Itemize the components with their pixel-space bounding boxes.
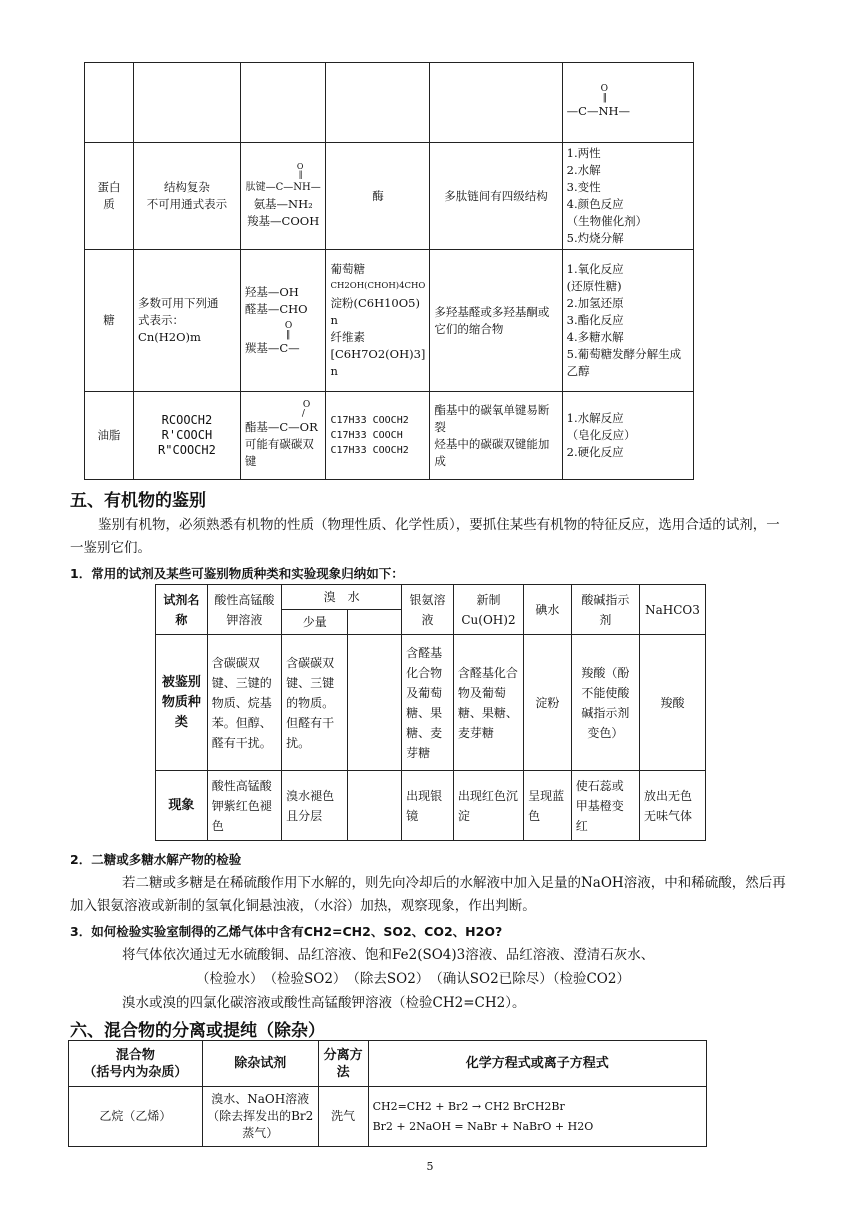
functional-groups: O ‖ 肽键—C—NH— 氨基—NH₂ 羧基—COOH xyxy=(240,143,326,250)
subsection-heading: 3．如何检验实验室制得的乙烯气体中含有CH2=CH2、SO2、CO2、H2O? xyxy=(70,924,503,939)
paragraph: 溴水或溴的四氯化碳溶液或酸性高锰酸钾溶液（检验CH2=CH2）。 xyxy=(122,995,526,1011)
section-intro: 鉴别有机物，必须熟悉有机物的性质（物理性质、化学性质），要抓住某些有机物的特征反应，选用合适的试剂，一一鉴别它们。 xyxy=(70,517,780,556)
table-header-row: 少量 xyxy=(156,610,706,635)
paragraph: 若二糖或多糖是在稀硫酸作用下水解的，则先向冷却后的水解液中加入足量的NaOH溶液，中和稀硫酸，然后再加入银氨溶液或新制的氢氧化铜悬浊液，（水浴）加热，观察现象，作出判断。 xyxy=(70,875,786,914)
table-row xyxy=(85,63,694,143)
page-number: 5 xyxy=(426,1160,434,1173)
table-row: 现象 酸性高锰酸钾紫红色褪色 溴水褪色且分层 出现银镜 出现红色沉淀 呈现蓝色 使石蕊或甲基橙变红 放出无色无味气体 xyxy=(156,771,706,841)
section-heading: 五、有机物的鉴别 xyxy=(70,491,206,511)
amide-group-structure: O ‖ —C—NH— xyxy=(562,63,693,143)
subsection-heading: 1．常用的试剂及某些可鉴别物质种类和实验现象归纳如下： xyxy=(70,566,404,581)
general-formula: 结构复杂 不可用通式表示 xyxy=(134,143,241,250)
paragraph: （检验水） （检验SO2） （除去SO2） （确认SO2已除尽）（检验CO2） xyxy=(196,971,630,987)
functional-groups: 羟基—OH 醛基—CHO O ‖ 羰基—C— xyxy=(240,250,326,392)
functional-groups: O / 酯基—C—OR 可能有碳碳双键 xyxy=(240,392,326,480)
table-row: 乙烷（乙烯） 溴水、NaOH溶液（除去挥发出的Br2蒸气） 洗气 CH2=CH2 + Br2 → CH2 BrCH2Br Br2 + 2NaOH = NaBr + NaBrO + H2O xyxy=(69,1087,707,1147)
general-formula: 多数可用下列通 式表示： Cn(H2O)m xyxy=(134,250,241,392)
structure-feature: 多羟基醛或多羟基酮或它们的缩合物 xyxy=(430,250,562,392)
paragraph: 将气体依次通过无水硫酸铜、品红溶液、饱和Fe2(SO4)3溶液、品红溶液、澄清石灰水、 xyxy=(122,947,655,963)
separation-table xyxy=(68,1040,707,1147)
section-heading: 六、混合物的分离或提纯（除杂） xyxy=(70,1021,325,1041)
table-row: 被鉴别物质种类 含碳碳双键、三键的物质、烷基苯。但醇、醛有干扰。 含碳碳双键、三键的物质。但醛有干扰。 含醛基化合物及葡萄糖、果糖、麦芽糖 含醛基化合物及葡萄糖、果糖、麦芽糖 淀粉 羧酸（酚不能使酸碱指示剂变色） 羧酸 xyxy=(156,635,706,771)
subsection-heading: 2．二糖或多糖水解产物的检验 xyxy=(70,852,242,867)
representative-example: 酶 xyxy=(326,143,430,250)
table-row-sugar xyxy=(85,250,694,392)
reagent-table xyxy=(155,584,706,841)
main-properties: 1.水解反应 （皂化反应） 2.硬化反应 xyxy=(562,392,693,480)
table-header-row: 混合物 （括号内为杂质） 除杂试剂 分离方法 化学方程式或离子方程式 xyxy=(69,1041,707,1087)
structure-feature: 多肽链间有四级结构 xyxy=(430,143,562,250)
organic-properties-table xyxy=(84,62,694,480)
table-row-fat xyxy=(85,392,694,480)
substance-name: 油脂 xyxy=(85,392,134,480)
main-properties: 1.氧化反应 (还原性糖) 2.加氢还原 3.酯化反应 4.多糖水解 5.葡萄糖发酵分解生成乙醇 xyxy=(562,250,693,392)
table-row-protein xyxy=(85,143,694,250)
structure-feature: 酯基中的碳氧单键易断裂 烃基中的碳碳双键能加成 xyxy=(430,392,562,480)
general-formula: RCOOCH2 R'COOCH R"COOCH2 xyxy=(134,392,241,480)
substance-name: 蛋白 质 xyxy=(85,143,134,250)
substance-name: 糖 xyxy=(85,250,134,392)
representative-example: 葡萄糖 CH2OH(CHOH)4CHO 淀粉(C6H10O5) n 纤维素 [C6H7O2(OH)3] n xyxy=(326,250,430,392)
table-header-row: 试剂名称 酸性高锰酸钾溶液 溴 水 银氨溶液 新制Cu(OH)2 碘水 酸碱指示剂 NaHCO3 xyxy=(156,585,706,610)
main-properties: 1.两性 2.水解 3.变性 4.颜色反应 （生物催化剂） 5.灼烧分解 xyxy=(562,143,693,250)
representative-example: C17H33 COOCH2 C17H33 COOCH C17H33 COOCH2 xyxy=(326,392,430,480)
